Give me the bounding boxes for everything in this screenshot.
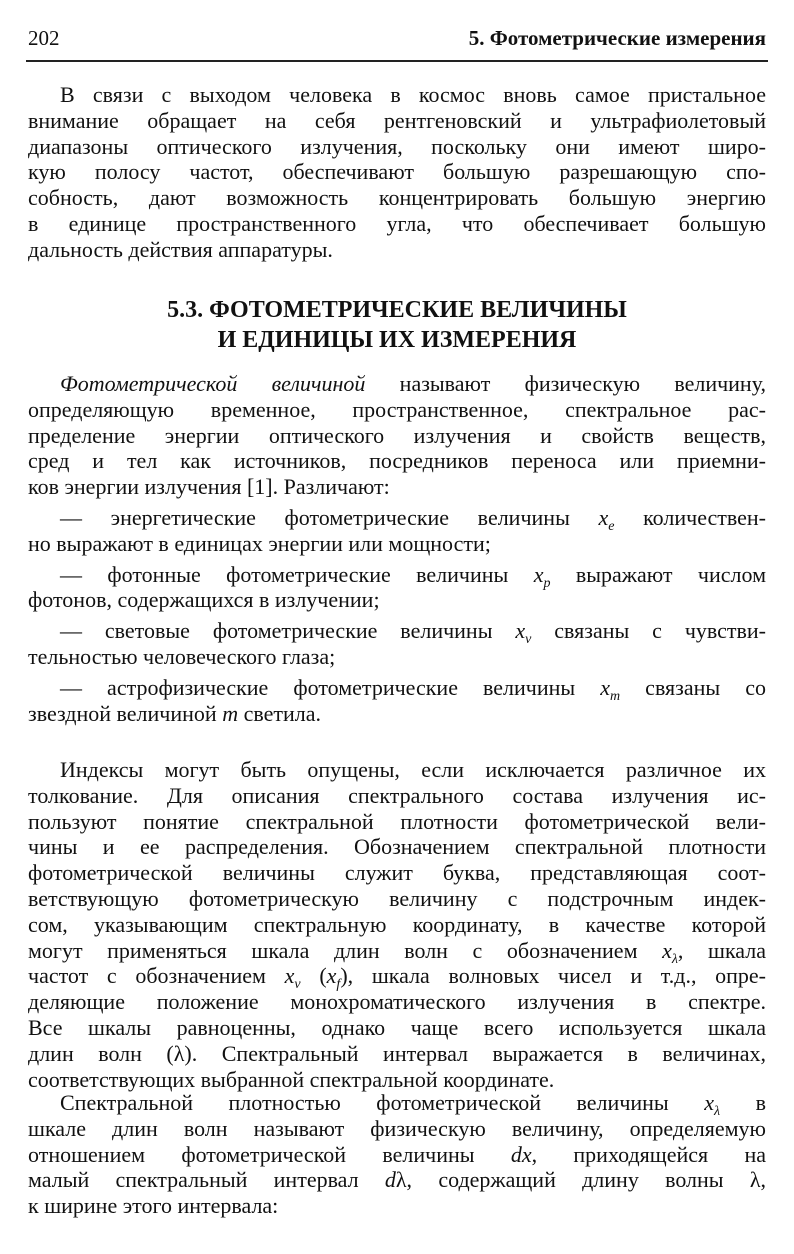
text-line: [28, 674, 766, 704]
text-line: [28, 618, 767, 648]
math-subscript: v: [525, 632, 532, 648]
text-line: [28, 1193, 766, 1219]
text-run: звездной величиной: [28, 700, 223, 726]
text-run: кую полосу частот, обеспечивают большую разрешающую спо-: [28, 159, 766, 185]
text-run: Все шкалы равноценны, однако чаще всего используется шкала: [28, 1014, 766, 1040]
text-run: — фотонные фотометрические величины: [60, 561, 534, 587]
text-line: [28, 159, 766, 185]
text-line: [28, 587, 766, 613]
text-run: толкование. Для описания спектрального состава излучения ис-: [28, 782, 766, 808]
math-variable: x: [600, 674, 610, 700]
page-number: 202: [28, 26, 60, 50]
text-line: [28, 783, 766, 809]
text-line: [28, 108, 766, 134]
math-variable: x: [515, 618, 526, 644]
section-heading: [28, 295, 766, 355]
italic-term: d: [384, 1167, 396, 1193]
text-run: сом, указывающим спектральную координату, в качестве которой: [28, 911, 766, 937]
text-run: отношением фотометрической величины: [28, 1141, 511, 1167]
text-line: [28, 809, 766, 835]
text-run: Индексы могут быть опущены, если исключается различное их: [60, 757, 766, 782]
text-line: [28, 82, 766, 108]
math-variable: x: [326, 963, 337, 989]
text-run: к ширине этого интервала:: [28, 1193, 279, 1219]
text-run: — световые фотометрические величины: [60, 618, 516, 644]
text-line: [28, 886, 766, 912]
text-run: пользуют понятие спектральной плотности фотометрической вели-: [28, 808, 766, 834]
text-line: [28, 423, 766, 449]
math-symbol: [515, 618, 532, 648]
math-subscript: v: [294, 977, 301, 993]
text-line: [28, 1015, 766, 1041]
math-subscript: λ: [714, 1104, 721, 1119]
text-run: ветствующую фотометрическую величину с подстрочным индек-: [28, 885, 766, 911]
text-run: называют физическую величину,: [365, 371, 766, 396]
text-run: сред и тел как источников, посредников переноса или приемни-: [28, 448, 766, 474]
text-run: выражают числом: [550, 561, 766, 587]
text-run: (: [300, 963, 327, 989]
text-run: λ, содержащий длину волны λ,: [395, 1167, 767, 1193]
text-line: [28, 1142, 766, 1168]
text-line: [28, 448, 766, 474]
text-line: [28, 1090, 767, 1119]
text-run: чины и ее распределения. Обозначением спектральной плотности: [28, 834, 766, 860]
text-run: связаны с чувстви-: [531, 618, 767, 644]
math-symbol: [284, 963, 301, 993]
paragraph-spectral-density: [28, 1090, 766, 1219]
text-run: пределение энергии оптического излучения и свойств веществ,: [28, 422, 766, 448]
text-run: связаны со: [620, 674, 766, 700]
text-run: длин волн (λ). Спектральный интервал выражается в величинах,: [28, 1040, 766, 1066]
math-subscript: λ: [671, 951, 678, 967]
text-run: , шкала: [677, 937, 767, 963]
text-line: [28, 860, 766, 886]
text-line: [28, 211, 766, 237]
math-subscript: p: [543, 575, 551, 591]
math-symbol: [326, 963, 341, 993]
text-run: собность, дают возможность концентрировать большую энергию: [28, 185, 766, 211]
text-line: [28, 185, 766, 211]
math-variable: x: [533, 561, 544, 587]
text-line: [28, 561, 766, 591]
text-run: могут применяться шкала длин волн с обозначением: [28, 937, 663, 963]
text-run: Спектральной плотностью фотометрической величины: [60, 1090, 705, 1115]
text-run: ков энергии излучения [1]. Различают:: [28, 474, 390, 500]
text-run: ), шкала волновых чисел и т.д., опре-: [340, 963, 766, 989]
text-line: [28, 757, 766, 783]
text-line: [28, 989, 766, 1015]
math-variable: x: [662, 937, 672, 963]
math-symbol: [662, 937, 678, 967]
paragraph-definition: [28, 371, 766, 726]
math-symbol: [600, 674, 621, 704]
text-line: [28, 134, 766, 160]
text-line: [28, 644, 766, 670]
chapter-title: 5. Фотометрические измерения: [468, 26, 766, 50]
math-variable: x: [598, 504, 609, 530]
text-run: , приходящейся на: [531, 1141, 766, 1167]
text-line: [28, 1067, 766, 1093]
text-line: [28, 1167, 766, 1193]
text-run: — энергетические фотометрические величины: [60, 504, 599, 530]
paragraph-intro: [28, 82, 766, 263]
text-line: [28, 504, 767, 534]
text-run: малый спектральный интервал: [28, 1167, 385, 1193]
running-header: [28, 26, 766, 56]
math-subscript: m: [610, 688, 621, 704]
text-line: [28, 937, 767, 967]
text-line: [28, 912, 766, 938]
math-symbol: [704, 1090, 721, 1119]
text-run: фотометрической величины служит буква, представляющая соот-: [28, 860, 766, 886]
text-run: В связи с выходом человека в космос вновь самое пристальное: [60, 82, 766, 107]
section-heading-line: 5.3. ФОТОМЕТРИЧЕСКИЕ ВЕЛИЧИНЫ: [167, 297, 627, 323]
text-run: диапазоны оптического излучения, поскольку они имеют широ-: [28, 133, 766, 159]
text-run: определяющую временное, пространственное, спектральное рас-: [28, 396, 766, 422]
text-line: [28, 834, 766, 860]
text-line: [28, 474, 766, 500]
text-run: тельностью человеческого глаза;: [28, 643, 336, 669]
math-subscript: e: [608, 518, 615, 534]
italic-term: Фотометрической величиной: [60, 371, 366, 396]
text-line: [28, 371, 766, 397]
italic-term: m: [222, 700, 239, 726]
text-line: [28, 701, 766, 727]
math-variable: x: [704, 1090, 715, 1115]
text-run: деляющие положение монохроматического излучения в спектре.: [28, 989, 766, 1015]
math-symbol: [598, 504, 615, 534]
math-variable: x: [284, 963, 295, 989]
text-line: [28, 1041, 766, 1067]
section-heading-line: И ЕДИНИЦЫ ИХ ИЗМЕРЕНИЯ: [217, 327, 577, 353]
text-run: но выражают в единицах энергии или мощности;: [28, 530, 491, 556]
text-run: шкале длин волн называют физическую величину, определяемую: [28, 1115, 766, 1141]
text-line: [28, 237, 766, 263]
italic-term: dx: [510, 1141, 532, 1167]
text-line: [28, 397, 766, 423]
text-line: [28, 1116, 766, 1142]
text-run: дальность действия аппаратуры.: [28, 236, 333, 262]
text-run: в единице пространственного угла, что обеспечивает большую: [28, 210, 766, 236]
text-run: фотонов, содержащихся в излучении;: [28, 587, 380, 613]
math-symbol: [533, 561, 551, 591]
text-run: количествен-: [614, 504, 767, 530]
text-line: [28, 963, 766, 993]
text-run: частот с обозначением: [28, 963, 285, 989]
text-run: светила.: [238, 700, 321, 726]
text-line: [28, 531, 766, 557]
text-run: — астрофизические фотометрические величины: [60, 674, 601, 700]
paragraph-indices: [28, 757, 766, 1092]
text-run: в: [720, 1090, 767, 1115]
math-subscript: f: [336, 977, 341, 993]
header-rule: [26, 60, 768, 62]
text-run: соответствующих выбранной спектральной координате.: [28, 1066, 555, 1092]
text-run: внимание обращает на себя рентгеновский и ультрафиолетовый: [28, 107, 766, 133]
